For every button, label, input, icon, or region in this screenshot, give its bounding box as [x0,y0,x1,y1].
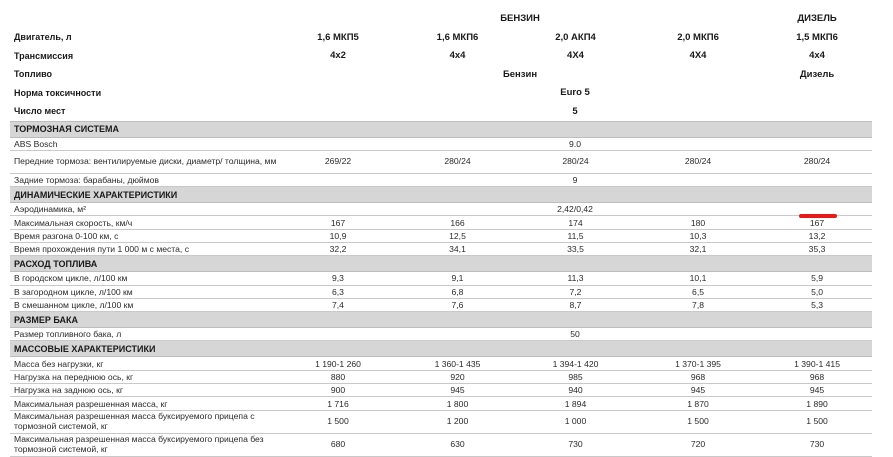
front-brakes-value: 280/24 [762,150,872,173]
front-brakes-value: 280/24 [398,150,517,173]
mixed-value: 7,4 [278,298,398,311]
kilometer-time-value: 34,1 [398,242,517,255]
max-speed-row [10,216,872,229]
tank-size-value: 50 [278,328,872,341]
section-title: РАСХОД ТОПЛИВА [10,256,872,272]
front-brakes-value: 280/24 [634,150,762,173]
seats-row [10,102,872,121]
fuel-type-header-row [10,8,872,28]
trailer-unbraked-value: 720 [634,433,762,456]
highway-row [10,285,872,298]
corner-cell [10,8,278,28]
engine-value: 1,6 МКП5 [317,31,359,43]
red-strike-annotation [799,214,837,218]
rear-brakes-row [10,173,872,186]
max-mass-label: Максимальная разрешенная масса, кг [10,397,278,410]
curb-mass-value: 1 394-1 420 [517,357,634,370]
aero-label: Аэродинамика, м² [10,203,278,216]
emission-row [10,84,872,103]
transmission-row [10,47,872,66]
curb-mass-value: 1 190-1 260 [278,357,398,370]
transmission-value: 4x4 [809,50,825,62]
trailer-braked-value: 1 500 [634,410,762,433]
max-mass-value: 1 716 [278,397,398,410]
max-mass-value: 1 870 [634,397,762,410]
curb-mass-value: 1 370-1 395 [634,357,762,370]
max-speed-value: 166 [398,216,517,229]
max-speed-value: 167 [278,216,398,229]
engine-value: 2,0 АКП4 [555,31,596,43]
acceleration-value: 11,5 [517,229,634,242]
mixed-row [10,298,872,311]
curb-mass-row [10,357,872,370]
trailer-braked-value: 1 000 [517,410,634,433]
transmission-value: 4X4 [567,50,584,62]
transmission-label: Трансмиссия [14,50,74,61]
rear-brakes-label: Задние тормоза: барабаны, дюймов [10,173,278,186]
rear-axle-value: 945 [634,384,762,397]
abs-label: ABS Bosch [10,137,278,150]
curb-mass-label: Масса без нагрузки, кг [10,357,278,370]
kilometer-time-value: 32,1 [634,242,762,255]
rear-axle-value: 945 [762,384,872,397]
aero-row [10,203,872,216]
curb-mass-value: 1 360-1 435 [398,357,517,370]
emission-value: Euro 5 [560,87,590,99]
front-axle-value: 920 [398,370,517,383]
fuel-diesel-value: Дизель [799,68,835,80]
abs-value: 9.0 [278,137,872,150]
trailer-unbraked-row [10,433,872,456]
trailer-unbraked-value: 730 [517,433,634,456]
max-mass-value: 1 800 [398,397,517,410]
acceleration-value: 10,3 [634,229,762,242]
fuel-petrol-value: Бензин [502,68,538,80]
engine-value: 2,0 МКП6 [677,31,719,43]
transmission-value: 4x4 [449,50,466,62]
city-label: В городском цикле, л/100 км [10,272,278,285]
engine-label: Двигатель, л [14,32,72,43]
kilometer-time-value: 33,5 [517,242,634,255]
rear-axle-value: 945 [398,384,517,397]
trailer-braked-value: 1 500 [762,410,872,433]
max-mass-value: 1 894 [517,397,634,410]
highway-value: 5,0 [762,285,872,298]
rear-axle-row [10,384,872,397]
front-axle-value: 985 [517,370,634,383]
max-speed-value: 174 [517,216,634,229]
highway-value: 6,5 [634,285,762,298]
section-title: ДИНАМИЧЕСКИЕ ХАРАКТЕРИСТИКИ [10,187,872,203]
section-tank [10,312,872,328]
highway-label: В загородном цикле, л/100 км [10,285,278,298]
mixed-value: 7,8 [634,298,762,311]
tank-size-label: Размер топливного бака, л [10,328,278,341]
transmission-value: 4x2 [330,50,346,62]
engine-value: 1,6 МКП6 [436,31,479,43]
acceleration-row [10,229,872,242]
kilometer-time-value: 35,3 [762,242,872,255]
kilometer-time-row [10,242,872,255]
transmission-value: 4X4 [689,50,707,62]
diesel-header: ДИЗЕЛЬ [797,12,837,24]
engine-value: 1,5 МКП6 [796,31,838,43]
seats-value: 5 [572,105,578,117]
city-value: 9,1 [398,272,517,285]
acceleration-label: Время разгона 0-100 км, с [10,229,278,242]
max-speed-label: Максимальная скорость, км/ч [10,216,278,229]
trailer-unbraked-label: Максимальная разрешенная масса буксируемого прицепа без тормозной системой, кг [10,433,278,456]
highway-value: 6,8 [398,285,517,298]
rear-axle-label: Нагрузка на заднюю ось, кг [10,384,278,397]
kilometer-time-label: Время прохождения пути 1 000 м с места, с [10,242,278,255]
rear-brakes-value: 9 [278,173,872,186]
rear-axle-value: 900 [278,384,398,397]
front-axle-row [10,370,872,383]
trailer-unbraked-value: 730 [762,433,872,456]
mixed-value: 8,7 [517,298,634,311]
engine-row [10,28,872,47]
acceleration-value: 10,9 [278,229,398,242]
section-consumption [10,256,872,272]
front-brakes-row [10,150,872,173]
front-axle-value: 968 [634,370,762,383]
emission-label: Норма токсичности [14,87,102,98]
rear-axle-value: 940 [517,384,634,397]
front-brakes-value: 280/24 [517,150,634,173]
highway-value: 6,3 [278,285,398,298]
mixed-label: В смешанном цикле, л/100 км [10,298,278,311]
specifications-table [10,8,872,457]
max-mass-value: 1 890 [762,397,872,410]
curb-mass-value: 1 390-1 415 [762,357,872,370]
city-row [10,272,872,285]
highway-value: 7,2 [517,285,634,298]
tank-size-row [10,328,872,341]
mixed-value: 7,6 [398,298,517,311]
trailer-braked-value: 1 200 [398,410,517,433]
trailer-braked-value: 1 500 [278,410,398,433]
section-brakes [10,121,872,137]
city-value: 11,3 [517,272,634,285]
city-value: 10,1 [634,272,762,285]
city-value: 9,3 [278,272,398,285]
section-title: МАССОВЫЕ ХАРАКТЕРИСТИКИ [10,341,872,357]
trailer-braked-label: Максимальная разрешенная масса буксируемого прицепа с тормозной системой, кг [10,410,278,433]
front-axle-value: 880 [278,370,398,383]
section-dynamics [10,187,872,203]
front-axle-value: 968 [762,370,872,383]
mixed-value: 5,3 [762,298,872,311]
max-mass-row [10,397,872,410]
trailer-unbraked-value: 680 [278,433,398,456]
front-brakes-value: 269/22 [278,150,398,173]
aero-value: 2,42/0,42 [278,203,872,216]
max-speed-value: 167 [762,216,872,229]
acceleration-value: 12,5 [398,229,517,242]
trailer-unbraked-value: 630 [398,433,517,456]
city-value: 5,9 [762,272,872,285]
petrol-header: БЕНЗИН [500,12,540,24]
seats-label: Число мест [14,106,66,117]
kilometer-time-value: 32,2 [278,242,398,255]
front-brakes-label: Передние тормоза: вентилируемые диски, диаметр/ толщина, мм [10,150,278,173]
section-title: РАЗМЕР БАКА [10,312,872,328]
fuel-row [10,65,872,84]
abs-row [10,137,872,150]
acceleration-value: 13,2 [762,229,872,242]
section-mass [10,341,872,357]
front-axle-label: Нагрузка на переднюю ось, кг [10,370,278,383]
section-title: ТОРМОЗНАЯ СИСТЕМА [10,121,872,137]
fuel-label: Топливо [14,69,53,80]
trailer-braked-row [10,410,872,433]
max-speed-value: 180 [634,216,762,229]
